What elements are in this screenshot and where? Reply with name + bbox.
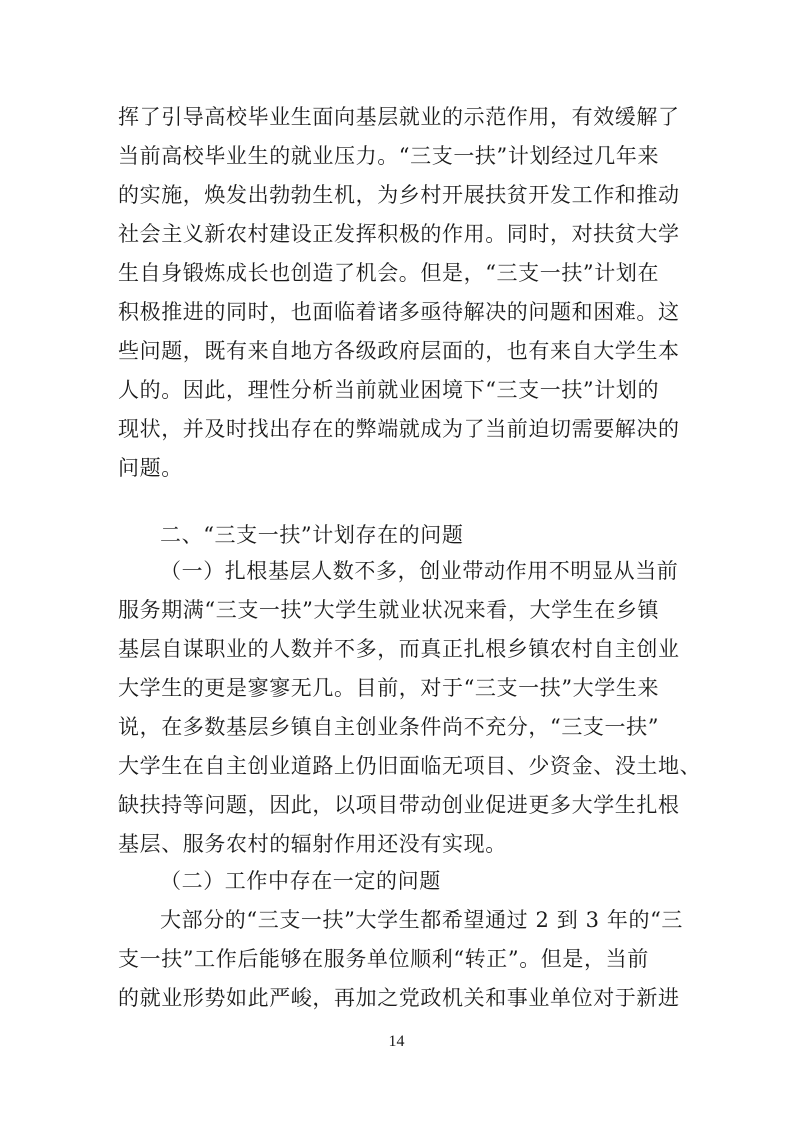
paragraph-line: 当前高校毕业生的就业压力。“三支一扶”计划经过几年来 — [118, 144, 660, 168]
paragraph-line: 大部分的“三支一扶”大学生都希望通过 2 到 3 年的“三 — [160, 908, 684, 932]
paragraph-line: 服务期满“三支一扶”大学生就业状况来看，大学生在乡镇 — [118, 598, 660, 622]
paragraph-line: 生自身锻炼成长也创造了机会。但是，“三支一扶”计划在 — [118, 261, 660, 285]
paragraph-line: 挥了引导高校毕业生面向基层就业的示范作用，有效缓解了 — [118, 105, 680, 129]
paragraph-line: 现状，并及时找出存在的弊端就成为了当前迫切需要解决的 — [118, 417, 680, 441]
paragraph-line: 缺扶持等问题，因此，以项目带动创业促进更多大学生扎根 — [118, 793, 680, 817]
section-heading: 二、“三支一扶”计划存在的问题 — [160, 523, 464, 547]
paragraph-line: 基层、服务农村的辐射作用还没有实现。 — [118, 832, 507, 856]
paragraph-line: 基层自谋职业的人数并不多，而真正扎根乡镇农村自主创业 — [118, 637, 680, 661]
paragraph-line: 的就业形势如此严峻，再加之党政机关和事业单位对于新进 — [118, 986, 680, 1010]
paragraph-line: 大学生在自主创业道路上仍旧面临无项目、少资金、没土地、 — [118, 754, 702, 778]
paragraph-line: 问题。 — [118, 456, 183, 480]
paragraph-line: 些问题，既有来自地方各级政府层面的，也有来自大学生本 — [118, 339, 680, 363]
paragraph-line: 的实施，焕发出勃勃生机，为乡村开展扶贫开发工作和推动 — [118, 183, 680, 207]
paragraph-line: 大学生的更是寥寥无几。目前，对于“三支一扶”大学生来 — [118, 676, 660, 700]
page-number: 14 — [388, 1033, 405, 1050]
paragraph-line: 积极推进的同时，也面临着诸多亟待解决的问题和困难。这 — [118, 300, 680, 324]
paragraph-line: 支一扶”工作后能够在服务单位顺利“转正”。但是，当前 — [118, 947, 649, 971]
paragraph-line: 人的。因此，理性分析当前就业困境下“三支一扶”计划的 — [118, 378, 660, 402]
paragraph-line: 说，在多数基层乡镇自主创业条件尚不充分，“三支一扶” — [118, 715, 660, 739]
subsection-heading: （二）工作中存在一定的问题 — [160, 869, 441, 893]
paragraph-line: 社会主义新农村建设正发挥积极的作用。同时，对扶贫大学 — [118, 222, 680, 246]
subsection-heading-line: （一）扎根基层人数不多，创业带动作用不明显从当前 — [160, 559, 679, 583]
